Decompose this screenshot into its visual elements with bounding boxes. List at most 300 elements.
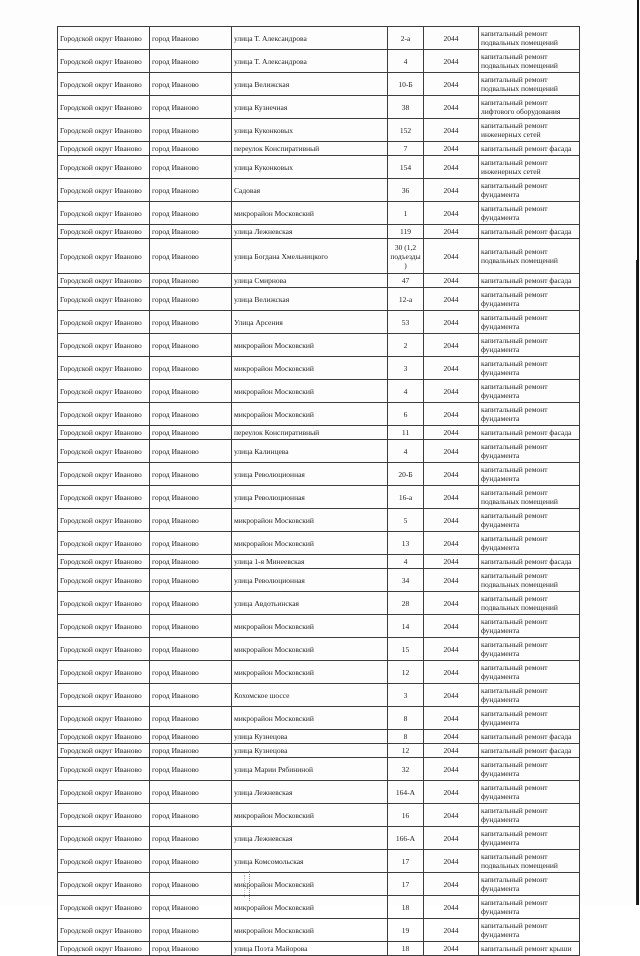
cell-city: город Иваново [150,592,232,615]
cell-year: 2044 [424,463,479,486]
cell-city: город Иваново [150,758,232,781]
cell-city: город Иваново [150,274,232,288]
cell-city: город Иваново [150,873,232,896]
cell-district: Городской округ Иваново [58,781,150,804]
cell-city: город Иваново [150,850,232,873]
cell-repair-type: капитальный ремонт подвальных помещений [479,569,580,592]
cell-street: микрорайон Московский [232,357,388,380]
cell-repair-type: капитальный ремонт фундамента [479,638,580,661]
table-row [58,486,580,509]
cell-district: Городской округ Иваново [58,569,150,592]
cell-city: город Иваново [150,919,232,942]
cell-year: 2044 [424,532,479,555]
repair-schedule-table [57,26,580,956]
cell-city: город Иваново [150,509,232,532]
cell-city: город Иваново [150,440,232,463]
cell-city: город Иваново [150,225,232,239]
table-row [58,555,580,569]
cell-street: переулок Конспиративный [232,142,388,156]
cell-repair-type: капитальный ремонт подвальных помещений [479,850,580,873]
cell-house-number: 16-а [388,486,424,509]
cell-repair-type: капитальный ремонт фундамента [479,357,580,380]
cell-year: 2044 [424,730,479,744]
cell-year: 2044 [424,896,479,919]
cell-repair-type: капитальный ремонт фундамента [479,758,580,781]
cell-repair-type: капитальный ремонт фундамента [479,311,580,334]
cell-district: Городской округ Иваново [58,804,150,827]
cell-repair-type: капитальный ремонт фундамента [479,615,580,638]
cell-street: улица Кузнецова [232,730,388,744]
cell-house-number: 18 [388,942,424,956]
table-row [58,804,580,827]
table-row [58,50,580,73]
cell-year: 2044 [424,781,479,804]
cell-repair-type: капитальный ремонт фундамента [479,707,580,730]
cell-street: улица Калинцева [232,440,388,463]
cell-district: Городской округ Иваново [58,850,150,873]
cell-district: Городской округ Иваново [58,357,150,380]
cell-year: 2044 [424,156,479,179]
cell-district: Городской округ Иваново [58,119,150,142]
cell-district: Городской округ Иваново [58,707,150,730]
cell-city: город Иваново [150,156,232,179]
table-row [58,661,580,684]
cell-city: город Иваново [150,486,232,509]
table-row [58,202,580,225]
cell-street: Кохомское шоссе [232,684,388,707]
cell-city: город Иваново [150,426,232,440]
cell-repair-type: капитальный ремонт фундамента [479,403,580,426]
cell-year: 2044 [424,684,479,707]
cell-repair-type: капитальный ремонт фундамента [479,919,580,942]
cell-district: Городской округ Иваново [58,380,150,403]
cell-house-number: 15 [388,638,424,661]
cell-district: Городской округ Иваново [58,592,150,615]
cell-city: город Иваново [150,684,232,707]
cell-house-number: 4 [388,50,424,73]
cell-city: город Иваново [150,615,232,638]
cell-street: микрорайон Московский [232,334,388,357]
cell-district: Городской округ Иваново [58,225,150,239]
cell-district: Городской округ Иваново [58,873,150,896]
cell-house-number: 17 [388,873,424,896]
cell-house-number: 4 [388,440,424,463]
cell-house-number: 12 [388,744,424,758]
cell-year: 2044 [424,357,479,380]
cell-street: улица Т. Александрова [232,50,388,73]
cell-year: 2044 [424,426,479,440]
cell-street: Садовая [232,179,388,202]
cell-city: город Иваново [150,744,232,758]
cell-year: 2044 [424,202,479,225]
cell-district: Городской округ Иваново [58,179,150,202]
table-row [58,288,580,311]
cell-repair-type: капитальный ремонт фундамента [479,827,580,850]
cell-street: микрорайон Московский [232,403,388,426]
table-row [58,707,580,730]
cell-city: город Иваново [150,569,232,592]
cell-house-number: 38 [388,96,424,119]
cell-district: Городской округ Иваново [58,463,150,486]
cell-house-number: 7 [388,142,424,156]
table-row [58,896,580,919]
cell-year: 2044 [424,311,479,334]
cell-house-number: 5 [388,509,424,532]
table-row [58,380,580,403]
cell-house-number: 34 [388,569,424,592]
cell-street: улица Смирнова [232,274,388,288]
cell-street: улица Велижская [232,288,388,311]
cell-city: город Иваново [150,638,232,661]
cell-house-number: 53 [388,311,424,334]
cell-street: улица 1-я Минеевская [232,555,388,569]
cell-year: 2044 [424,225,479,239]
table-row [58,781,580,804]
cell-street: улица Лежневская [232,225,388,239]
table-row [58,142,580,156]
cell-house-number: 18 [388,896,424,919]
cell-house-number: 8 [388,707,424,730]
cell-district: Городской округ Иваново [58,73,150,96]
cell-year: 2044 [424,873,479,896]
cell-repair-type: капитальный ремонт подвальных помещений [479,486,580,509]
cell-house-number: 3 [388,684,424,707]
cell-district: Городской округ Иваново [58,96,150,119]
cell-district: Городской округ Иваново [58,555,150,569]
table-row [58,334,580,357]
cell-repair-type: капитальный ремонт фундамента [479,804,580,827]
cell-house-number: 14 [388,615,424,638]
cell-city: город Иваново [150,827,232,850]
cell-street: микрорайон Московский [232,615,388,638]
cell-house-number: 20-Б [388,463,424,486]
cell-district: Городской округ Иваново [58,684,150,707]
cell-street: улица Революционная [232,569,388,592]
cell-year: 2044 [424,274,479,288]
cell-city: город Иваново [150,50,232,73]
cell-year: 2044 [424,27,479,50]
cell-repair-type: капитальный ремонт фасада [479,225,580,239]
cell-street: микрорайон Московский [232,873,388,896]
cell-year: 2044 [424,569,479,592]
table-row [58,119,580,142]
cell-year: 2044 [424,707,479,730]
cell-house-number: 32 [388,758,424,781]
cell-district: Городской округ Иваново [58,942,150,956]
table-row [58,179,580,202]
table-row [58,156,580,179]
table-row [58,403,580,426]
cell-year: 2044 [424,486,479,509]
cell-street: улица Поэта Майорова [232,942,388,956]
cell-street: улица Велижская [232,73,388,96]
cell-district: Городской округ Иваново [58,288,150,311]
scan-dots-artifact-2 [244,875,246,897]
cell-district: Городской округ Иваново [58,896,150,919]
cell-district: Городской округ Иваново [58,638,150,661]
cell-district: Городской округ Иваново [58,142,150,156]
cell-city: город Иваново [150,707,232,730]
cell-year: 2044 [424,919,479,942]
table-row [58,73,580,96]
cell-district: Городской округ Иваново [58,615,150,638]
cell-district: Городской округ Иваново [58,311,150,334]
cell-street: улица Революционная [232,463,388,486]
cell-house-number: 166-А [388,827,424,850]
cell-repair-type: капитальный ремонт фасада [479,142,580,156]
cell-year: 2044 [424,119,479,142]
cell-district: Городской округ Иваново [58,274,150,288]
cell-year: 2044 [424,850,479,873]
cell-house-number: 28 [388,592,424,615]
cell-repair-type: капитальный ремонт фундамента [479,380,580,403]
cell-district: Городской округ Иваново [58,758,150,781]
table-row [58,532,580,555]
scan-dots-artifact [249,871,253,901]
cell-city: город Иваново [150,179,232,202]
table-row [58,96,580,119]
cell-repair-type: капитальный ремонт подвальных помещений [479,239,580,274]
cell-year: 2044 [424,288,479,311]
cell-repair-type: капитальный ремонт фундамента [479,334,580,357]
cell-house-number: 36 [388,179,424,202]
cell-city: город Иваново [150,730,232,744]
cell-repair-type: капитальный ремонт подвальных помещений [479,592,580,615]
cell-year: 2044 [424,804,479,827]
table-row [58,850,580,873]
cell-district: Городской округ Иваново [58,440,150,463]
cell-year: 2044 [424,440,479,463]
table-row [58,638,580,661]
cell-district: Городской округ Иваново [58,50,150,73]
cell-year: 2044 [424,758,479,781]
table-row [58,592,580,615]
cell-house-number: 12-а [388,288,424,311]
cell-year: 2044 [424,592,479,615]
cell-house-number: 2 [388,334,424,357]
cell-district: Городской округ Иваново [58,730,150,744]
cell-house-number: 8 [388,730,424,744]
cell-district: Городской округ Иваново [58,27,150,50]
cell-city: город Иваново [150,781,232,804]
cell-street: улица Авдотьинская [232,592,388,615]
cell-street: микрорайон Московский [232,380,388,403]
cell-district: Городской округ Иваново [58,426,150,440]
cell-repair-type: капитальный ремонт инженерных сетей [479,156,580,179]
cell-city: город Иваново [150,555,232,569]
cell-city: город Иваново [150,896,232,919]
cell-city: город Иваново [150,403,232,426]
table-row [58,569,580,592]
cell-repair-type: капитальный ремонт фундамента [479,896,580,919]
cell-repair-type: капитальный ремонт подвальных помещений [479,50,580,73]
cell-house-number: 4 [388,555,424,569]
cell-repair-type: капитальный ремонт фасада [479,730,580,744]
cell-district: Городской округ Иваново [58,156,150,179]
cell-city: город Иваново [150,311,232,334]
scan-edge-artifact [637,0,639,905]
table-row [58,463,580,486]
table-row [58,27,580,50]
cell-district: Городской округ Иваново [58,334,150,357]
cell-city: город Иваново [150,142,232,156]
cell-house-number: 19 [388,919,424,942]
table-row [58,615,580,638]
cell-city: город Иваново [150,73,232,96]
cell-city: город Иваново [150,96,232,119]
cell-repair-type: капитальный ремонт крыши [479,942,580,956]
cell-house-number: 1 [388,202,424,225]
cell-city: город Иваново [150,661,232,684]
table-row [58,684,580,707]
cell-street: улица Лежневская [232,781,388,804]
cell-house-number: 47 [388,274,424,288]
cell-year: 2044 [424,827,479,850]
cell-street: микрорайон Московский [232,661,388,684]
cell-house-number: 154 [388,156,424,179]
cell-year: 2044 [424,73,479,96]
table-row [58,239,580,274]
cell-street: улица Куконковых [232,156,388,179]
cell-repair-type: капитальный ремонт фундамента [479,288,580,311]
cell-year: 2044 [424,142,479,156]
cell-year: 2044 [424,942,479,956]
cell-repair-type: капитальный ремонт фундамента [479,179,580,202]
cell-repair-type: капитальный ремонт фундамента [479,661,580,684]
cell-city: город Иваново [150,27,232,50]
cell-house-number: 17 [388,850,424,873]
cell-repair-type: капитальный ремонт фундамента [479,202,580,225]
table-row [58,440,580,463]
cell-repair-type: капитальный ремонт фундамента [479,463,580,486]
table-row [58,509,580,532]
cell-street: микрорайон Московский [232,919,388,942]
table-row [58,274,580,288]
cell-repair-type: капитальный ремонт фундамента [479,532,580,555]
cell-street: улица Кузнецова [232,744,388,758]
cell-street: улица Богдана Хмельницкого [232,239,388,274]
cell-district: Городской округ Иваново [58,919,150,942]
table-row [58,942,580,956]
cell-street: микрорайон Московский [232,804,388,827]
cell-repair-type: капитальный ремонт подвальных помещений [479,27,580,50]
cell-city: город Иваново [150,288,232,311]
cell-street: микрорайон Московский [232,202,388,225]
table-row [58,426,580,440]
cell-street: улица Кузнечная [232,96,388,119]
cell-house-number: 30 (1,2 подъезды) [388,239,424,274]
cell-year: 2044 [424,661,479,684]
table-row [58,225,580,239]
table-row [58,744,580,758]
cell-repair-type: капитальный ремонт фасада [479,555,580,569]
cell-street: улица Т. Александрова [232,27,388,50]
cell-street: улица Революционная [232,486,388,509]
cell-year: 2044 [424,555,479,569]
cell-year: 2044 [424,403,479,426]
table-row [58,758,580,781]
cell-house-number: 11 [388,426,424,440]
cell-district: Городской округ Иваново [58,202,150,225]
cell-district: Городской округ Иваново [58,827,150,850]
cell-street: переулок Конспиративный [232,426,388,440]
cell-year: 2044 [424,334,479,357]
cell-district: Городской округ Иваново [58,532,150,555]
cell-house-number: 2-а [388,27,424,50]
cell-repair-type: капитальный ремонт фундамента [479,684,580,707]
cell-district: Городской округ Иваново [58,403,150,426]
cell-district: Городской округ Иваново [58,509,150,532]
cell-city: город Иваново [150,357,232,380]
cell-repair-type: капитальный ремонт фундамента [479,509,580,532]
table-row [58,919,580,942]
cell-street: улица Куконковых [232,119,388,142]
cell-year: 2044 [424,638,479,661]
cell-year: 2044 [424,179,479,202]
cell-city: город Иваново [150,463,232,486]
cell-city: город Иваново [150,119,232,142]
cell-street: Улица Арсения [232,311,388,334]
cell-house-number: 10-Б [388,73,424,96]
cell-house-number: 3 [388,357,424,380]
cell-street: микрорайон Московский [232,509,388,532]
cell-street: микрорайон Московский [232,638,388,661]
cell-repair-type: капитальный ремонт фундамента [479,440,580,463]
cell-district: Городской округ Иваново [58,661,150,684]
cell-house-number: 16 [388,804,424,827]
table-row [58,311,580,334]
cell-repair-type: капитальный ремонт фасада [479,744,580,758]
cell-city: город Иваново [150,334,232,357]
cell-city: город Иваново [150,380,232,403]
table-row [58,873,580,896]
cell-city: город Иваново [150,804,232,827]
table-row [58,357,580,380]
cell-street: микрорайон Московский [232,707,388,730]
cell-city: город Иваново [150,532,232,555]
table-row [58,827,580,850]
cell-city: город Иваново [150,942,232,956]
cell-street: улица Марии Рябининой [232,758,388,781]
cell-district: Городской округ Иваново [58,486,150,509]
cell-district: Городской округ Иваново [58,744,150,758]
cell-street: микрорайон Московский [232,532,388,555]
cell-year: 2044 [424,380,479,403]
cell-repair-type: капитальный ремонт фундамента [479,781,580,804]
cell-street: улица Комсомольская [232,850,388,873]
cell-street: микрорайон Московский [232,896,388,919]
table-row [58,730,580,744]
cell-house-number: 13 [388,532,424,555]
cell-house-number: 12 [388,661,424,684]
cell-house-number: 152 [388,119,424,142]
cell-year: 2044 [424,96,479,119]
cell-year: 2044 [424,744,479,758]
cell-repair-type: капитальный ремонт инженерных сетей [479,119,580,142]
cell-city: город Иваново [150,239,232,274]
cell-repair-type: капитальный ремонт фундамента [479,873,580,896]
cell-repair-type: капитальный ремонт фасада [479,274,580,288]
cell-repair-type: капитальный ремонт фасада [479,426,580,440]
cell-year: 2044 [424,50,479,73]
cell-year: 2044 [424,615,479,638]
cell-repair-type: капитальный ремонт подвальных помещений [479,73,580,96]
cell-year: 2044 [424,509,479,532]
cell-house-number: 6 [388,403,424,426]
cell-city: город Иваново [150,202,232,225]
cell-street: улица Лежневская [232,827,388,850]
cell-house-number: 4 [388,380,424,403]
